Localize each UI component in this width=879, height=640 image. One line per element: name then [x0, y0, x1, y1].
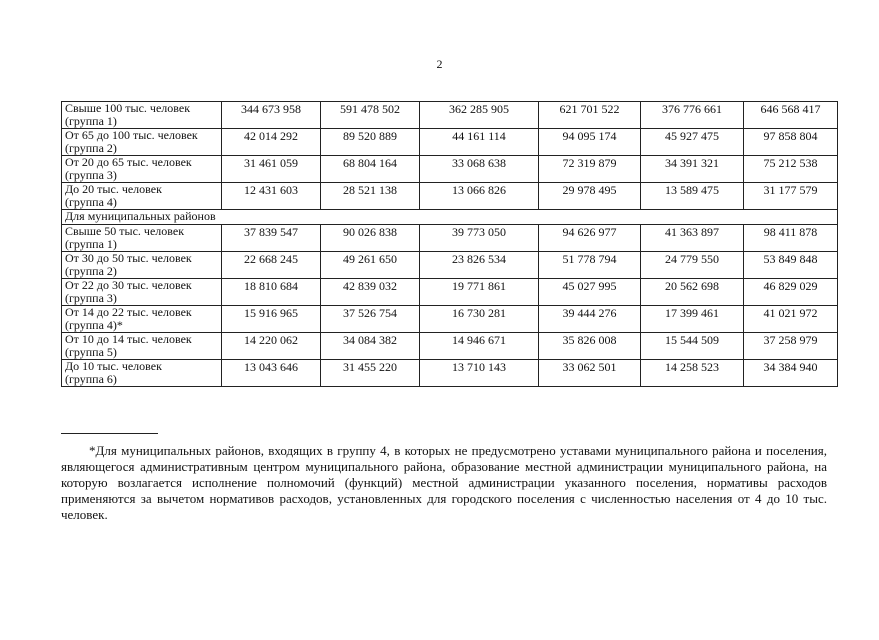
value-cell: 33 062 501	[539, 360, 641, 387]
value-cell: 24 779 550	[641, 252, 744, 279]
value-cell: 44 161 114	[420, 129, 539, 156]
value-cell: 45 927 475	[641, 129, 744, 156]
row-label-group: (группа 4)	[65, 195, 117, 209]
value-cell: 15 544 509	[641, 333, 744, 360]
value-cell: 621 701 522	[539, 102, 641, 129]
table-row	[62, 360, 838, 387]
row-label-range: От 65 до 100 тыс. человек	[65, 128, 198, 142]
value-cell: 89 520 889	[321, 129, 420, 156]
value-cell: 646 568 417	[744, 102, 838, 129]
value-cell: 20 562 698	[641, 279, 744, 306]
value-cell: 31 455 220	[321, 360, 420, 387]
row-label-range: От 14 до 22 тыс. человек	[65, 305, 192, 319]
table-row	[62, 102, 838, 129]
value-cell: 12 431 603	[222, 183, 321, 210]
section-heading: Для муниципальных районов	[62, 210, 838, 225]
value-cell: 14 258 523	[641, 360, 744, 387]
value-cell: 46 829 029	[744, 279, 838, 306]
table-row	[62, 333, 838, 360]
value-cell: 39 444 276	[539, 306, 641, 333]
value-cell: 15 916 965	[222, 306, 321, 333]
table-row	[62, 306, 838, 333]
row-label-range: До 20 тыс. человек	[65, 182, 162, 196]
value-cell: 14 946 671	[420, 333, 539, 360]
value-cell: 18 810 684	[222, 279, 321, 306]
value-cell: 362 285 905	[420, 102, 539, 129]
table-row	[62, 252, 838, 279]
table-row	[62, 225, 838, 252]
value-cell: 31 177 579	[744, 183, 838, 210]
row-label-cell	[62, 102, 222, 129]
value-cell: 94 095 174	[539, 129, 641, 156]
value-cell: 14 220 062	[222, 333, 321, 360]
table-row	[62, 183, 838, 210]
row-label-cell	[62, 156, 222, 183]
table-body	[62, 102, 838, 387]
value-cell: 591 478 502	[321, 102, 420, 129]
value-cell: 37 526 754	[321, 306, 420, 333]
row-label-range: Свыше 100 тыс. человек	[65, 101, 191, 115]
value-cell: 34 391 321	[641, 156, 744, 183]
value-cell: 33 068 638	[420, 156, 539, 183]
table-row	[62, 156, 838, 183]
value-cell: 41 363 897	[641, 225, 744, 252]
row-label-cell	[62, 183, 222, 210]
value-cell: 35 826 008	[539, 333, 641, 360]
value-cell: 72 319 879	[539, 156, 641, 183]
value-cell: 34 084 382	[321, 333, 420, 360]
value-cell: 344 673 958	[222, 102, 321, 129]
value-cell: 41 021 972	[744, 306, 838, 333]
row-label-group: (группа 5)	[65, 345, 117, 359]
value-cell: 13 066 826	[420, 183, 539, 210]
value-cell: 45 027 995	[539, 279, 641, 306]
value-cell: 23 826 534	[420, 252, 539, 279]
value-cell: 49 261 650	[321, 252, 420, 279]
row-label-group: (группа 1)	[65, 114, 117, 128]
row-label-range: Свыше 50 тыс. человек	[65, 224, 185, 238]
value-cell: 19 771 861	[420, 279, 539, 306]
row-label-range: От 22 до 30 тыс. человек	[65, 278, 192, 292]
page-number: 2	[436, 57, 443, 71]
value-cell: 94 626 977	[539, 225, 641, 252]
row-label-group: (группа 6)	[65, 372, 117, 386]
value-cell: 22 668 245	[222, 252, 321, 279]
value-cell: 98 411 878	[744, 225, 838, 252]
row-label-cell	[62, 252, 222, 279]
row-label-range: От 30 до 50 тыс. человек	[65, 251, 192, 265]
row-label-range: От 10 до 14 тыс. человек	[65, 332, 192, 346]
row-label-group: (группа 3)	[65, 291, 117, 305]
row-label-cell	[62, 333, 222, 360]
value-cell: 17 399 461	[641, 306, 744, 333]
value-cell: 31 461 059	[222, 156, 321, 183]
row-label-cell	[62, 225, 222, 252]
value-cell: 39 773 050	[420, 225, 539, 252]
row-label-range: До 10 тыс. человек	[65, 359, 162, 373]
value-cell: 75 212 538	[744, 156, 838, 183]
value-cell: 53 849 848	[744, 252, 838, 279]
value-cell: 51 778 794	[539, 252, 641, 279]
row-label-group: (группа 4)*	[65, 318, 123, 332]
row-label-cell	[62, 306, 222, 333]
row-label-group: (группа 1)	[65, 237, 117, 251]
value-cell: 29 978 495	[539, 183, 641, 210]
value-cell: 90 026 838	[321, 225, 420, 252]
row-label-group: (группа 2)	[65, 141, 117, 155]
value-cell: 13 589 475	[641, 183, 744, 210]
row-label-group: (группа 3)	[65, 168, 117, 182]
value-cell: 13 710 143	[420, 360, 539, 387]
row-label-cell	[62, 279, 222, 306]
value-cell: 37 839 547	[222, 225, 321, 252]
expense-norms-table	[61, 101, 838, 387]
footnote-divider	[61, 433, 158, 434]
value-cell: 376 776 661	[641, 102, 744, 129]
value-cell: 37 258 979	[744, 333, 838, 360]
footnote-text: *Для муниципальных районов, входящих в группу 4, в которых не предусмотрено уставами муниципального района и поселения, являющегося административным центром муниципального района, образование местной администрации муниципального района, на которую возлагается исполнение полномочий (функций) местной администрации указанного поселения, нормативы расходов применяются за вычетом нормативов расходов, установленных для городского поселения с численностью населения от 4 до 10 тыс. человек.	[61, 443, 827, 522]
value-cell: 42 014 292	[222, 129, 321, 156]
row-label-cell	[62, 360, 222, 387]
row-label-cell	[62, 129, 222, 156]
value-cell: 68 804 164	[321, 156, 420, 183]
value-cell: 13 043 646	[222, 360, 321, 387]
value-cell: 28 521 138	[321, 183, 420, 210]
table-section-row	[62, 210, 838, 225]
value-cell: 34 384 940	[744, 360, 838, 387]
row-label-group: (группа 2)	[65, 264, 117, 278]
table-row	[62, 279, 838, 306]
row-label-range: От 20 до 65 тыс. человек	[65, 155, 192, 169]
value-cell: 42 839 032	[321, 279, 420, 306]
value-cell: 97 858 804	[744, 129, 838, 156]
value-cell: 16 730 281	[420, 306, 539, 333]
table-row	[62, 129, 838, 156]
